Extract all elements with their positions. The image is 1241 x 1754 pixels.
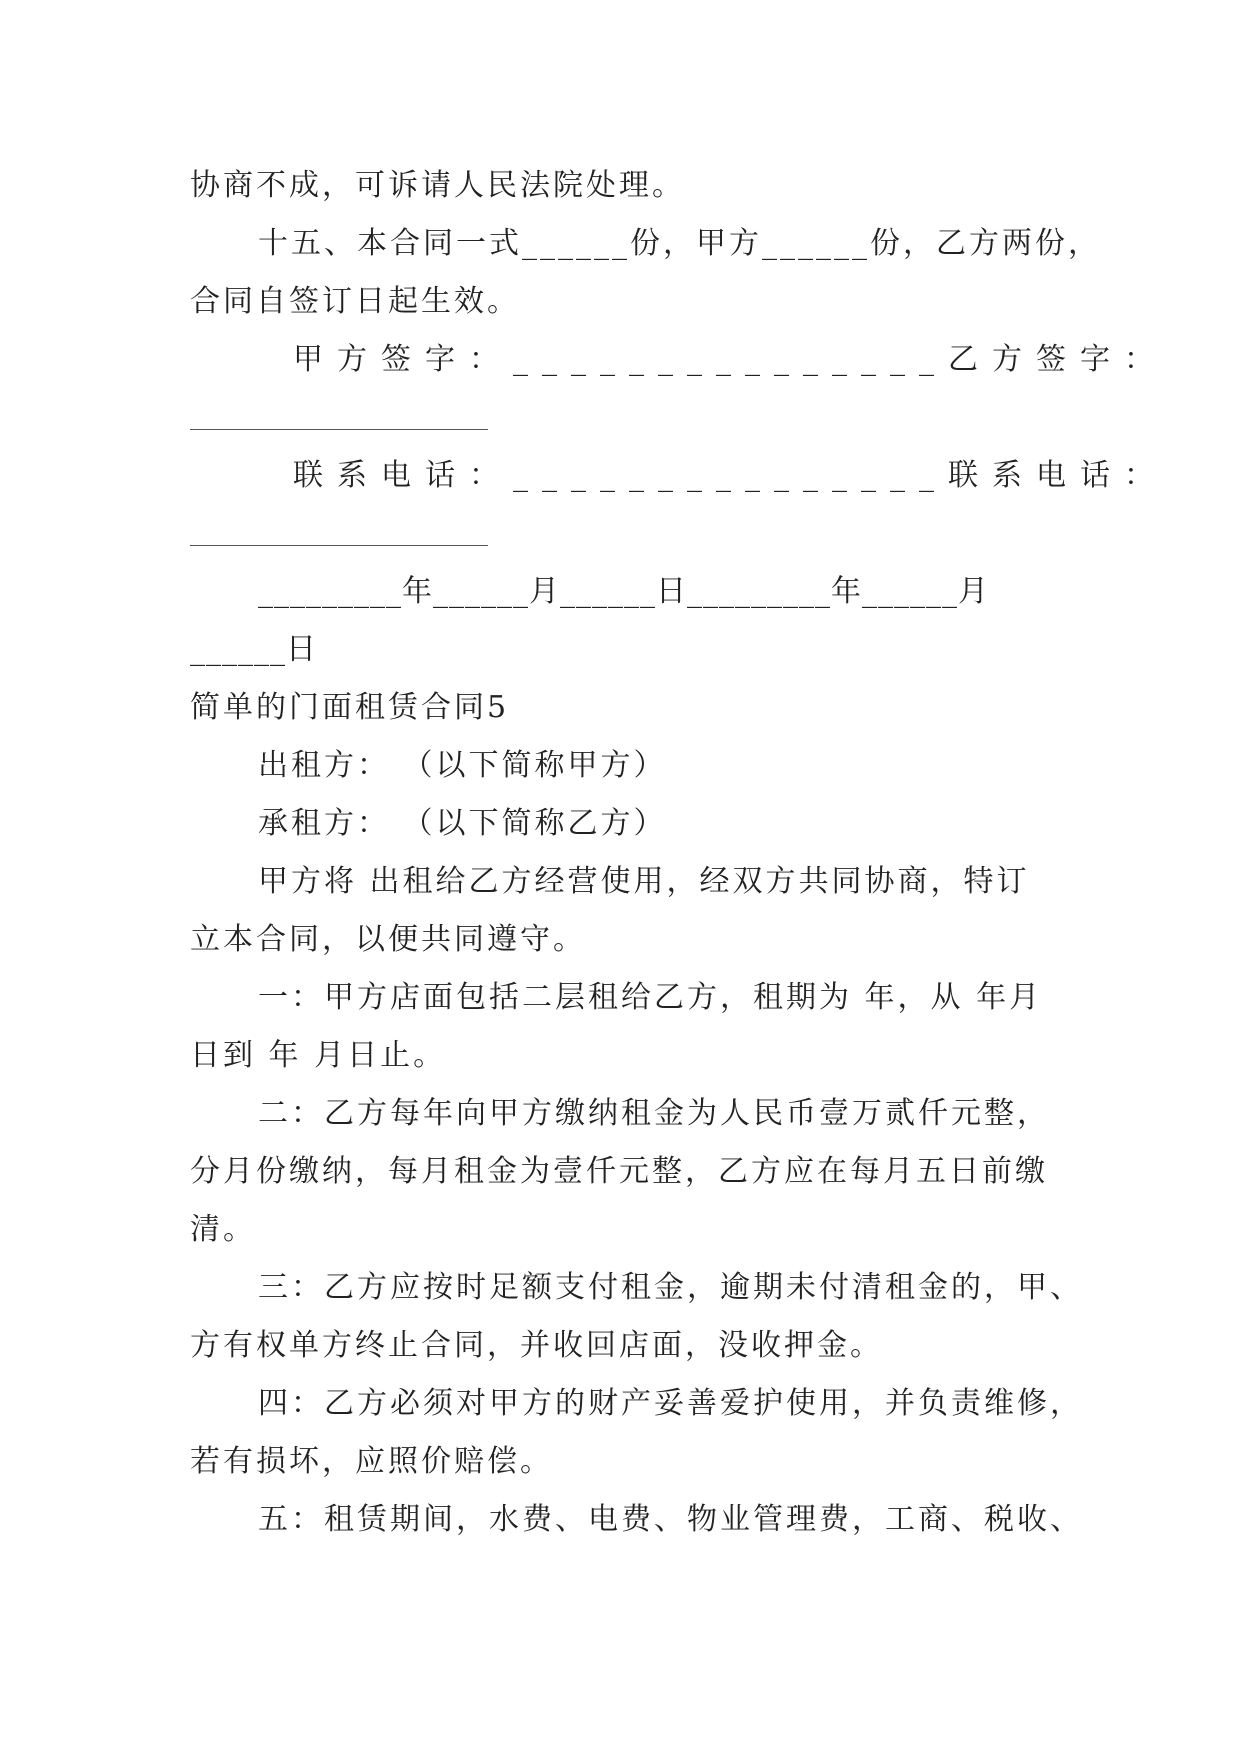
- signature-line: 甲方签字：_______________乙方签字：: [293, 342, 1168, 377]
- text-line: 五：租赁期间，水费、电费、物业管理费，工商、税收、: [258, 1502, 1083, 1537]
- phone-line: 联系电话：_______________联系电话：: [293, 458, 1168, 493]
- date-line: ______日: [190, 632, 317, 667]
- text-line: 合同自签订日起生效。: [190, 284, 520, 319]
- text-line: 甲方将 出租给乙方经营使用，经双方共同协商，特订: [258, 864, 1030, 899]
- text-line: 十五、本合同一式______份，甲方______份，乙方两份，: [258, 226, 1101, 261]
- text-line: 日到 年 月日止。: [190, 1038, 447, 1073]
- date-line: _________年______月______日_________年______月: [258, 574, 989, 609]
- text-line: 一：甲方店面包括二层租给乙方，租期为 年，从 年月: [258, 980, 1043, 1015]
- text-line: 协商不成，可诉请人民法院处理。: [190, 168, 685, 203]
- signature-underline: [190, 429, 488, 430]
- text-line: 二：乙方每年向甲方缴纳租金为人民币壹万贰仟元整，: [258, 1096, 1050, 1131]
- text-line: 清。: [190, 1212, 256, 1247]
- text-line: 三：乙方应按时足额支付租金，逾期未付清租金的，甲、: [258, 1270, 1083, 1305]
- text-line: 方有权单方终止合同，并收回店面，没收押金。: [190, 1328, 883, 1363]
- text-line: 分月份缴纳，每月租金为壹仟元整，乙方应在每月五日前缴: [190, 1154, 1048, 1189]
- phone-underline: [190, 545, 488, 546]
- text-line: 若有损坏，应照价赔偿。: [190, 1444, 553, 1479]
- text-line: 四：乙方必须对甲方的财产妥善爱护使用，并负责维修，: [258, 1386, 1083, 1421]
- text-line: 承租方： （以下简称乙方）: [258, 806, 667, 841]
- text-line: 立本合同，以便共同遵守。: [190, 922, 586, 957]
- text-line: 出租方： （以下简称甲方）: [258, 748, 667, 783]
- section-title: 简单的门面租赁合同5: [190, 690, 510, 725]
